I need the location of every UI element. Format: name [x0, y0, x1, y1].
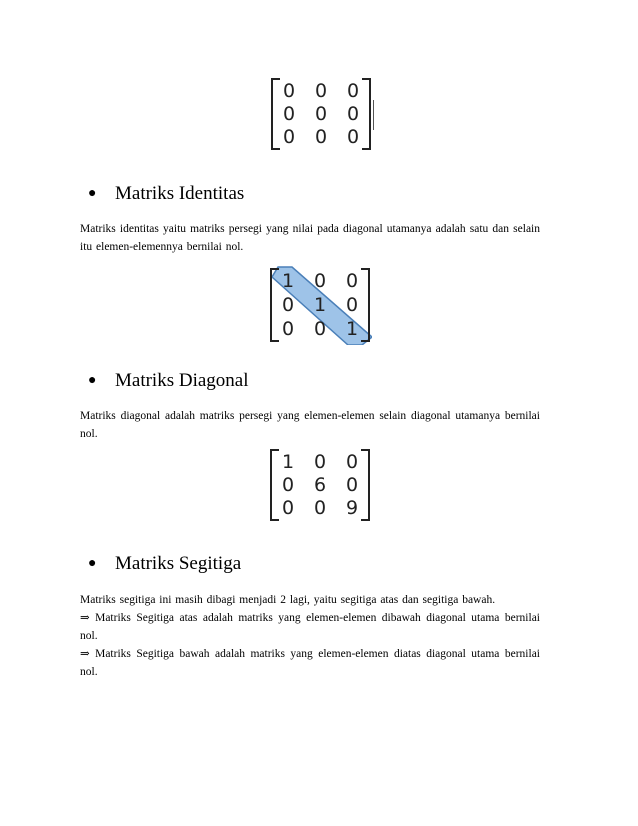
section-title: Matriks Segitiga [115, 553, 242, 574]
matrix-cell: 0 [345, 451, 359, 473]
matrix-cell: 0 [346, 80, 360, 102]
matrix-cell: 0 [314, 80, 328, 102]
matrix-cell: 0 [281, 318, 295, 340]
matrix-cell: 6 [313, 474, 327, 496]
paragraph-text: Matriks diagonal adalah matriks persegi yang elemen-elemen selain diagonal utamanya bernilai nol. [80, 410, 540, 440]
paragraph-text-atas: ⇒ Matriks Segitiga atas adalah matriks yang elemen-elemen dibawah diagonal utama bernilai nol. [80, 612, 540, 642]
matrix-cell: 0 [314, 103, 328, 125]
paragraph-text: Matriks segitiga ini masih dibagi menjadi 2 lagi, yaitu segitiga atas dan segitiga bawah. [80, 594, 496, 606]
paragraph-text-bawah: ⇒ Matriks Segitiga bawah adalah matriks yang elemen-elemen diatas diagonal utama bernilai nol. [80, 648, 540, 678]
matrix-cell: 1 [313, 294, 327, 316]
section-title: Matriks Identitas [115, 183, 245, 204]
paragraph-diagonal [80, 407, 540, 443]
right-bracket [362, 78, 371, 150]
paragraph-identitas [80, 220, 540, 256]
matrix-cell: 1 [345, 318, 359, 340]
matrix-cell: 0 [282, 103, 296, 125]
matrix-cell: 0 [346, 126, 360, 148]
text-cursor [373, 100, 374, 130]
matrix-cell: 0 [345, 270, 359, 292]
matrix-cell: 1 [281, 451, 295, 473]
matrix-cell: 0 [313, 270, 327, 292]
paragraph-segitiga [80, 591, 540, 681]
section-title: Matriks Diagonal [115, 370, 249, 391]
matrix-cell: 1 [281, 270, 295, 292]
right-bracket [361, 449, 370, 521]
bullet: ● [88, 373, 97, 388]
matrix-cell: 0 [313, 451, 327, 473]
paragraph-text: Matriks identitas yaitu matriks persegi yang nilai pada diagonal utamanya adalah satu dan selain itu elemen-elemennya bernilai nol. [80, 223, 540, 253]
matrix-cell: 0 [282, 80, 296, 102]
matrix-cell: 9 [345, 497, 359, 519]
matrix-cell: 0 [281, 474, 295, 496]
matrix-cell: 0 [282, 126, 296, 148]
matrix-cell: 0 [345, 474, 359, 496]
matrix-cell: 0 [281, 294, 295, 316]
matrix-cell: 0 [313, 497, 327, 519]
right-bracket [361, 268, 370, 342]
diagonal-matrix [270, 449, 370, 521]
matrix-cell: 0 [313, 318, 327, 340]
matrix-cell: 0 [345, 294, 359, 316]
matrix-cell: 0 [314, 126, 328, 148]
bullet: ● [88, 556, 97, 571]
identity-matrix [270, 268, 370, 342]
bullet: ● [88, 186, 97, 201]
zero-matrix [271, 78, 371, 150]
matrix-cell: 0 [281, 497, 295, 519]
matrix-cell: 0 [346, 103, 360, 125]
